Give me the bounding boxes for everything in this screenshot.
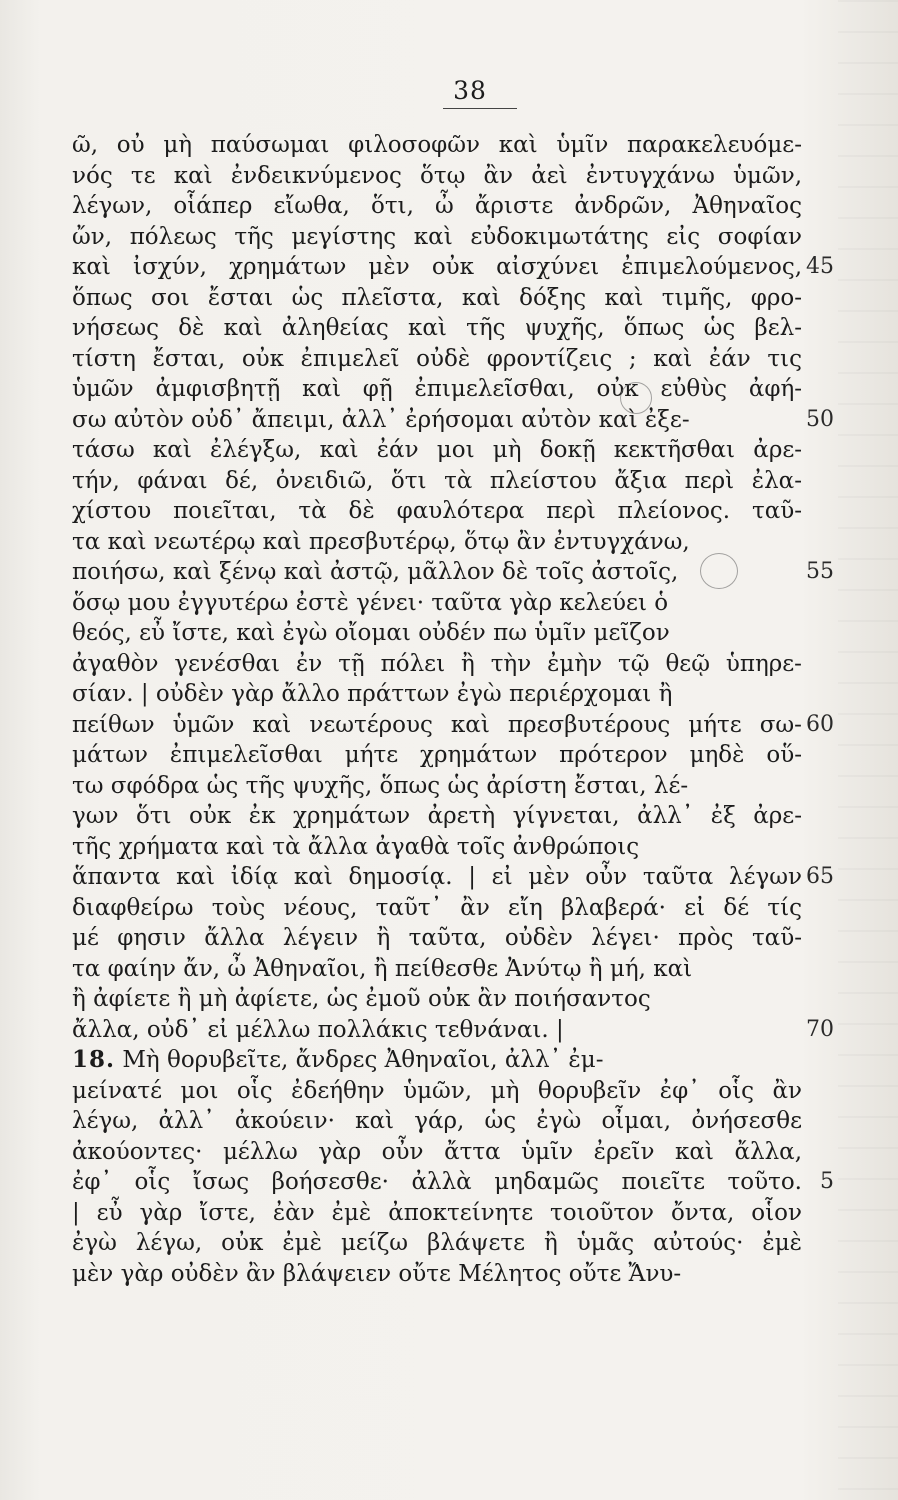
line-text: ἐφ᾽ οἷς ἴσως βοήσεσθε· ἀλλὰ μηδαμῶς ποιεῖτε τοῦτο. [72, 1169, 802, 1195]
text-line [72, 588, 822, 619]
line-text: πείθων ὑμῶν καὶ νεωτέρους καὶ πρεσβυτέρους μήτε σω- [72, 711, 802, 738]
line-text: λέγων, οἷάπερ εἴωθα, ὅτι, ὦ ἄριστε ἀνδρῶν, Ἀθηναῖος [72, 193, 802, 219]
text-line [72, 984, 822, 1015]
line-text: τω σφόδρα ὡς τῆς ψυχῆς, ὅπως ὡς ἀρίστη ἔσται, λέ- [72, 772, 689, 799]
text-line [72, 435, 822, 466]
line-number: 55 [806, 559, 834, 584]
line-text: μείνατέ μοι οἷς ἐδεήθην ὑμῶν, μὴ θορυβεῖν ἐφ᾽ οἷς ἂν [72, 1077, 803, 1104]
line-text: νήσεως δὲ καὶ ἀληθείας καὶ τῆς ψυχῆς, ὅπως ὡς βελ- [72, 315, 802, 341]
text-line [72, 923, 822, 954]
text-line [72, 710, 834, 741]
line-number: 45 [806, 254, 834, 279]
line-text: μέ φησιν ἄλλα λέγειν ἢ ταῦτα, οὐδὲν λέγει· πρὸς ταῦ- [72, 925, 802, 951]
text-line [72, 1045, 822, 1076]
text-line [72, 771, 822, 802]
line-text: τάσω καὶ ἐλέγξω, καὶ ἐάν μοι μὴ δοκῇ κεκτῆσθαι ἀρε- [72, 437, 803, 463]
text-line [72, 1015, 834, 1046]
line-text: διαφθείρω τοὺς νέους, ταῦτ᾽ ἂν εἴη βλαβερά· εἰ δέ τίς [72, 894, 802, 921]
text-line [72, 283, 822, 314]
text-line [72, 1137, 822, 1168]
line-text: μὲν γὰρ οὐδὲν ἂν βλάψειεν οὔτε Μέλητος οὔτε Ἄνυ- [72, 1260, 682, 1287]
line-text: σω αὐτὸν οὐδ᾽ ἄπειμι, ἀλλ᾽ ἐρήσομαι αὐτὸν καὶ ἐξε- [72, 406, 690, 433]
pencil-mark-roman-iv [620, 382, 652, 414]
page-number: 38 [453, 76, 487, 105]
text-line [72, 130, 822, 161]
line-number: 70 [806, 1016, 834, 1042]
line-text: ῶ, οὐ μὴ παύσωμαι φιλοσοφῶν καὶ ὑμῖν παρακελευόμε- [72, 132, 802, 158]
text-line [72, 374, 822, 405]
section-number: 18. [72, 1046, 116, 1073]
text-line [72, 496, 822, 527]
line-number: 50 [806, 406, 834, 432]
line-text: τίστη ἔσται, οὐκ ἐπιμελεῖ οὐδὲ φροντίζεις ; καὶ ἐάν τις [72, 345, 802, 372]
text-line [72, 313, 822, 344]
line-text: ἀκούοντες· μέλλω γὰρ οὖν ἄττα ὑμῖν ἐρεῖν καὶ ἄλλα, [72, 1138, 803, 1165]
text-line [72, 740, 822, 771]
line-text: ἐγὼ λέγω, οὐκ ἐμὲ μείζω βλάψετε ἢ ὑμᾶς αὐτούς· ἐμὲ [72, 1230, 803, 1256]
text-line [72, 649, 822, 680]
text-line [72, 1228, 822, 1259]
text-line [72, 832, 822, 863]
line-text: τα φαίην ἄν, ὦ Ἀθηναῖοι, ἢ πείθεσθε Ἀνύτῳ ἢ μή, καὶ [72, 955, 693, 982]
text-line [72, 405, 834, 436]
line-text: ὤν, πόλεως τῆς μεγίστης καὶ εὐδοκιμωτάτης εἰς σοφίαν [72, 223, 802, 250]
text-line [72, 466, 822, 497]
line-text: ὅσῳ μου ἐγγυτέρω ἐστὲ γένει· ταῦτα γὰρ κελεύει ὁ [72, 589, 669, 616]
text-line [72, 344, 822, 375]
line-text: καὶ ἰσχύν, χρημάτων μὲν οὐκ αἰσχύνει ἐπιμελούμενος, [72, 254, 803, 280]
page-number-rule [443, 108, 517, 109]
text-line [72, 1076, 822, 1107]
line-text: ὅπως σοι ἔσται ὡς πλεῖστα, καὶ δόξης καὶ τιμῆς, φρο- [72, 284, 803, 311]
line-text: ἢ ἀφίετε ἢ μὴ ἀφίετε, ὡς ἐμοῦ οὐκ ἂν ποιήσαντος [72, 986, 651, 1012]
line-text: νός τε καὶ ἐνδεικνύμενος ὅτῳ ἂν ἀεὶ ἐντυγχάνω ὑμῶν, [72, 162, 803, 189]
text-line [72, 801, 822, 832]
line-text: μάτων ἐπιμελεῖσθαι μήτε χρημάτων πρότερον μηδὲ οὕ- [72, 742, 803, 768]
text-line [72, 222, 822, 253]
line-text: | εὖ γὰρ ἴστε, ἐὰν ἐμὲ ἀποκτείνητε τοιοῦτον ὄντα, οἷον [72, 1199, 802, 1226]
text-line [72, 893, 822, 924]
line-text: τῆς χρήματα καὶ τὰ ἄλλα ἀγαθὰ τοῖς ἀνθρώποις [72, 833, 640, 860]
text-line [72, 527, 822, 558]
line-text: ἅπαντα καὶ ἰδίᾳ καὶ δημοσίᾳ. | εἰ μὲν οὖν ταῦτα λέγων [72, 864, 803, 890]
text-line [72, 862, 834, 893]
text-line [72, 954, 822, 985]
line-number: 60 [806, 711, 834, 737]
text-line [72, 1259, 822, 1290]
line-text: τήν, φάναι δέ, ὀνειδιῶ, ὅτι τὰ πλείστου ἄξια περὶ ἐλα- [72, 467, 802, 494]
text-line [72, 252, 834, 283]
line-number: 5 [820, 1169, 834, 1194]
text-line [72, 618, 822, 649]
line-number: 65 [806, 864, 834, 889]
line-text: γων ὅτι οὐκ ἐκ χρημάτων ἀρετὴ γίγνεται, ἀλλ᾽ ἐξ ἀρε- [72, 803, 802, 829]
pencil-mark-roman-vi [700, 553, 738, 589]
body-text [72, 130, 834, 1289]
line-text: ἄλλα, οὐδ᾽ εἰ μέλλω πολλάκις τεθνάναι. | [72, 1016, 564, 1043]
line-text: σίαν. | οὐδὲν γὰρ ἄλλο πράττων ἐγὼ περιέρχομαι ἢ [72, 681, 673, 707]
text-line [72, 161, 822, 192]
line-text: χίστου ποιεῖται, τὰ δὲ φαυλότερα περὶ πλείονος. ταῦ- [72, 498, 802, 524]
line-text: θεός, εὖ ἴστε, καὶ ἐγὼ οἴομαι οὐδέν πω ὑμῖν μεῖζον [72, 620, 670, 646]
text-line [72, 679, 822, 710]
text-line [72, 191, 822, 222]
bleed-through-edge [838, 0, 898, 1500]
text-line [72, 1198, 822, 1229]
text-line [72, 1167, 834, 1198]
text-line [72, 1106, 822, 1137]
line-text: Μὴ θορυβεῖτε, ἄνδρες Ἀθηναῖοι, ἀλλ᾽ ἐμ- [122, 1047, 604, 1073]
line-text: ἀγαθὸν γενέσθαι ἐν τῇ πόλει ἢ τὴν ἐμὴν τῷ θεῷ ὑπηρε- [72, 650, 802, 677]
line-text: τα καὶ νεωτέρῳ καὶ πρεσβυτέρῳ, ὅτῳ ἂν ἐντυγχάνω, [72, 528, 690, 555]
line-text: ὑμῶν ἀμφισβητῇ καὶ φῇ ἐπιμελεῖσθαι, οὐκ εὐθὺς ἀφή- [72, 376, 803, 402]
line-text: ποιήσω, καὶ ξένῳ καὶ ἀστῷ, μᾶλλον δὲ τοῖς ἀστοῖς, [72, 559, 679, 585]
line-text: λέγω, ἀλλ᾽ ἀκούειν· καὶ γάρ, ὡς ἐγὼ οἶμαι, ὀνήσεσθε [72, 1108, 803, 1134]
